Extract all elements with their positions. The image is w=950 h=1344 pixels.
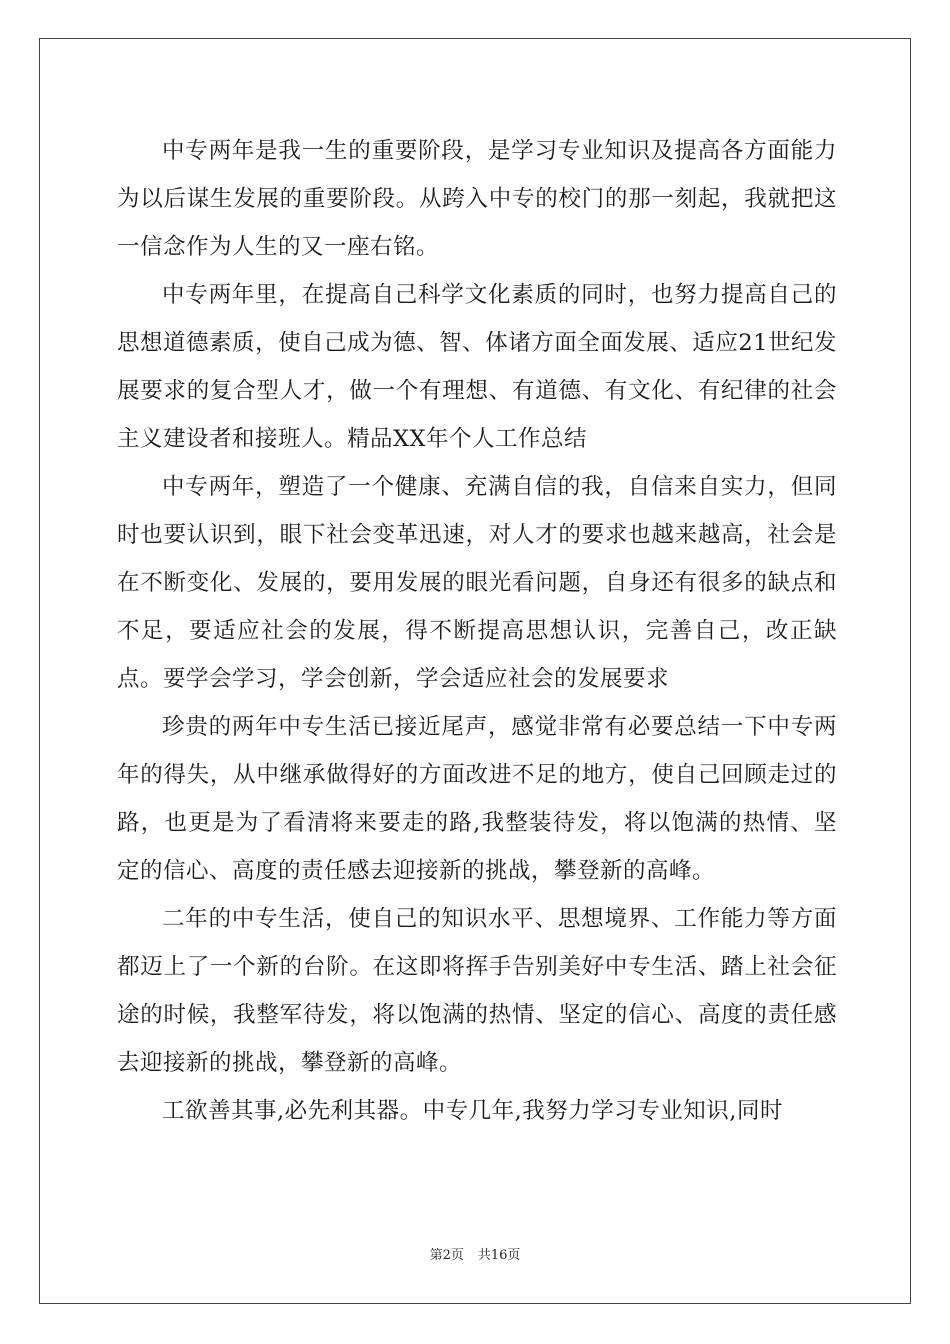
- paragraph: 二年的中专生活，使自己的知识水平、思想境界、工作能力等方面都迈上了一个新的台阶。在这即将挥手告别美好中专生活、踏上社会征途的时候，我整军待发，将以饱满的热情、坚定的信心、高度的责任感去迎接新的挑战，攀登新的高峰。: [117, 906, 837, 1076]
- paragraph: 珍贵的两年中专生活已接近尾声，感觉非常有必要总结一下中专两年的得失，从中继承做得好的方面改进不足的地方，使自己回顾走过的路，也更是为了看清将来要走的路,我整装待发，将以饱满的热情、坚定的信心、高度的责任感去迎接新的挑战，攀登新的高峰。: [117, 714, 837, 884]
- paragraph: 中专两年，塑造了一个健康、充满自信的我，自信来自实力，但同时也要认识到，眼下社会变革迅速，对人才的要求也越来越高，社会是在不断变化、发展的，要用发展的眼光看问题，自身还有很多的缺点和不足，要适应社会的发展，得不断提高思想认识，完善自己，改正缺点。要学会学习，学会创新，学会适应社会的发展要求: [117, 474, 837, 692]
- paragraph: 中专两年里，在提高自己科学文化素质的同时，也努力提高自己的思想道德素质，使自己成为德、智、体诸方面全面发展、适应21世纪发展要求的复合型人才，做一个有理想、有道德、有文化、有纪律的社会主义建设者和接班人。精品XX年个人工作总结: [117, 282, 837, 452]
- page-footer: [0, 1247, 950, 1265]
- page-number: 第2页: [429, 1248, 464, 1263]
- paragraph: 中专两年是我一生的重要阶段，是学习专业知识及提高各方面能力为以后谋生发展的重要阶段。从跨入中专的校门的那一刻起，我就把这一信念作为人生的又一座右铭。: [117, 138, 837, 260]
- document-body: [117, 127, 837, 1135]
- paragraph: 工欲善其事,必先利其器。中专几年,我努力学习专业知识,同时: [162, 1098, 783, 1124]
- page-total: 共16页: [477, 1248, 521, 1263]
